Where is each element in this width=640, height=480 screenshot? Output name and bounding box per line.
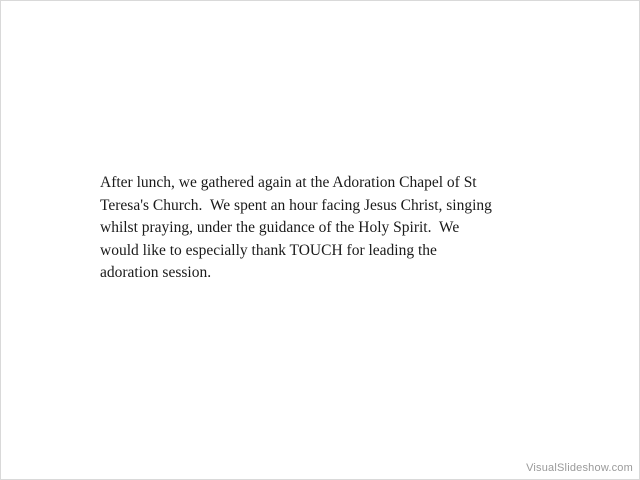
watermark-text: VisualSlideshow.com — [526, 462, 633, 474]
paragraph-line-2: Teresa's Church. We spent an hour facing Jesus Christ, singing — [100, 196, 492, 214]
paragraph-line-4: would like to especially thank TOUCH for leading the — [100, 241, 437, 259]
paragraph-line-3: whilst praying, under the guidance of the Holy Spirit. We — [100, 219, 460, 236]
slide-paragraph — [100, 172, 550, 285]
paragraph-line-5: adoration session. — [100, 264, 212, 281]
paragraph-line-1: After lunch, we gathered again at the Adoration Chapel of St — [100, 174, 477, 191]
